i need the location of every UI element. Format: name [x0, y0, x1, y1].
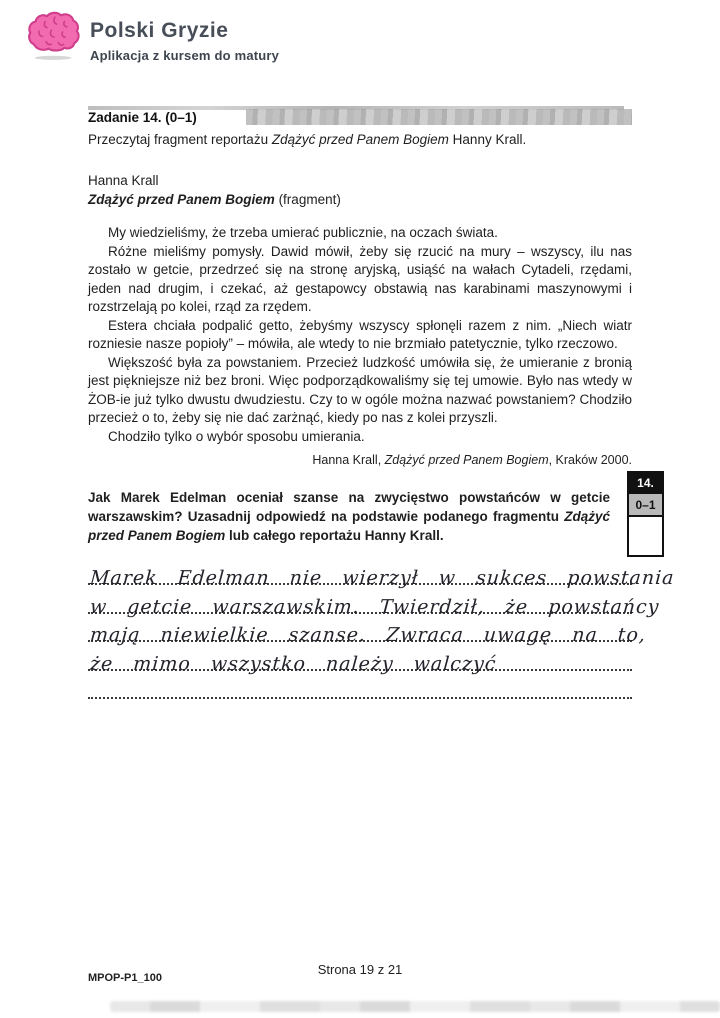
instruction-prefix: Przeczytaj fragment reportażu [88, 132, 272, 147]
app-name: Polski Gryzie [90, 19, 229, 42]
excerpt-paragraph: Większość była za powstaniem. Przecież ludzkość umówiła się, że umieranie z bronią jest piękniejsze niż bez broni. Więc podporządkowaliśmy się tej umowie. Było nas wtedy w ŻOB-ie już tylko dwustu dwudziestu. Czy to w ogóle można nazwać powstaniem? Chodziło przecież o to, żeby się nie dać zarżnąć, kiedy po nas z kolei przyszli. [88, 354, 632, 425]
source-suffix: , Kraków 2000. [548, 453, 632, 467]
brain-icon [26, 10, 84, 66]
excerpt-paragraph: Estera chciała podpalić getto, żebyśmy wszyscy spłonęli razem z nim. „Niech wiatr rozniesie nasze popioły” – mówiła, ale wtedy to nie brzmiało patetycznie, tylko rzeczowo. [88, 317, 632, 351]
excerpt-paragraph: Różne mieliśmy pomysły. Dawid mówił, żeby się rzucić na mury – wszyscy, ilu nas zostało w getcie, przedrzeć się na stronę aryjską, usiąść na wałach Cytadeli, rzędami, jeden nad drugim, i czekać, aż gestapowcy obstawią nas karabinami maszynowymi i rozstrzelają po kolei, rząd za rzędem. [88, 243, 632, 314]
score-empty-cell [629, 517, 662, 555]
answer-area[interactable] [88, 557, 676, 699]
page-number: Strona 19 z 21 [317, 962, 403, 977]
excerpt-heading [88, 172, 632, 209]
question-text [88, 488, 610, 545]
answer-line[interactable] [88, 557, 676, 590]
scanned-page-edge [110, 1001, 720, 1012]
app-tagline: Aplikacja z kursem do matury [90, 48, 280, 63]
handwritten-answer-text: w getcie warszawskim. Twierdził, że powstańcy [89, 595, 661, 618]
instruction-suffix: Hanny Krall. [448, 132, 527, 147]
score-points-range: 0–1 [629, 494, 662, 517]
task-header-label: Zadanie 14. (0–1) [88, 110, 203, 125]
instruction-work-title: Zdążyć przed Panem Bogiem [271, 132, 449, 147]
excerpt-fragment-note: (fragment) [274, 191, 341, 207]
excerpt-work-title: Zdążyć przed Panem Bogiem [88, 191, 275, 207]
source-title: Zdążyć przed Panem Bogiem [384, 453, 549, 467]
excerpt-paragraph: Chodziło tylko o wybór sposobu umierania. [108, 428, 365, 444]
source-prefix: Hanna Krall, [312, 453, 385, 467]
handwritten-answer-text: Marek Edelman nie wierzył w sukces powstania [89, 567, 676, 590]
answer-line[interactable] [88, 671, 632, 699]
handwritten-answer-text: że mimo wszystko należy walczyć [89, 652, 498, 675]
exam-sheet-code: MPOP-P1_100 [88, 972, 162, 984]
app-titles [90, 10, 279, 63]
answer-line[interactable] [88, 642, 632, 675]
excerpt-author: Hanna Krall [88, 173, 159, 188]
question-part2: lub całego reportażu Hanny Krall. [225, 528, 444, 543]
task-header-bar [88, 108, 632, 128]
exam-content [88, 108, 676, 699]
question-work-title: Zdążyć przed Panem Bogiem [88, 509, 610, 543]
handwritten-answer-text: mają niewielkie szanse. Zwraca uwagę na to, [89, 624, 647, 647]
question-part1: Jak Marek Edelman oceniał szanse na zwycięstwo powstańców w getcie warszawskim? Uzasadnij odpowiedź na podstawie podanego fragmentu [88, 490, 610, 524]
answer-line[interactable] [88, 614, 647, 647]
app-header [26, 10, 279, 66]
score-box [627, 471, 664, 557]
excerpt-title-line [88, 191, 632, 210]
task-instruction [88, 131, 632, 149]
excerpt-paragraph: My wiedzieliśmy, że trzeba umierać publicznie, na oczach świata. [108, 225, 498, 240]
source-citation [88, 453, 632, 467]
scan-smudge [246, 109, 632, 125]
score-task-number: 14. [629, 473, 662, 494]
excerpt-text [88, 224, 632, 446]
answer-line[interactable] [88, 585, 661, 618]
